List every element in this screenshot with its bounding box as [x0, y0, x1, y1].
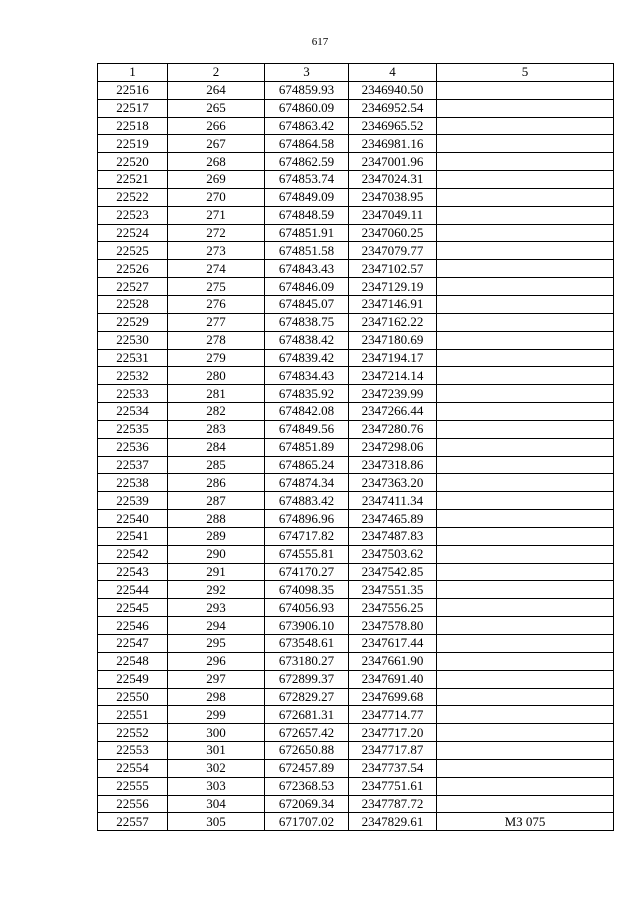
table-cell: 2347699.68	[349, 688, 437, 706]
table-cell	[437, 759, 614, 777]
table-cell: 22546	[98, 617, 168, 635]
table-cell: 22553	[98, 742, 168, 760]
table-row	[98, 153, 614, 171]
table-cell: 2347551.35	[349, 581, 437, 599]
table-cell: 22535	[98, 420, 168, 438]
table-row	[98, 81, 614, 99]
table-cell: 22550	[98, 688, 168, 706]
table-cell: 674834.43	[265, 367, 349, 385]
table-cell: 674851.58	[265, 242, 349, 260]
table-row	[98, 224, 614, 242]
table-cell: 22530	[98, 331, 168, 349]
table-cell: 292	[168, 581, 265, 599]
table-cell: 2347737.54	[349, 759, 437, 777]
table-cell	[437, 617, 614, 635]
table-cell: 264	[168, 81, 265, 99]
table-cell: 22517	[98, 99, 168, 117]
table-cell: 674170.27	[265, 563, 349, 581]
table-cell	[437, 385, 614, 403]
table-cell: 2347194.17	[349, 349, 437, 367]
table-cell: 22543	[98, 563, 168, 581]
table-cell: 2347617.44	[349, 635, 437, 653]
table-cell: 2347024.31	[349, 171, 437, 189]
table-cell: 674883.42	[265, 492, 349, 510]
table-cell: 2347465.89	[349, 510, 437, 528]
table-cell: 281	[168, 385, 265, 403]
table-cell: 22542	[98, 545, 168, 563]
table-cell	[437, 742, 614, 760]
table-cell: 305	[168, 813, 265, 831]
table-cell: 672457.89	[265, 759, 349, 777]
table-cell: 673906.10	[265, 617, 349, 635]
table-cell: 674555.81	[265, 545, 349, 563]
table-cell: 22540	[98, 510, 168, 528]
table-cell	[437, 706, 614, 724]
table-cell	[437, 188, 614, 206]
table-cell	[437, 795, 614, 813]
table-cell: 22521	[98, 171, 168, 189]
table-cell	[437, 81, 614, 99]
table-cell	[437, 260, 614, 278]
table-cell: 674846.09	[265, 278, 349, 296]
table-cell: 22537	[98, 456, 168, 474]
table-cell: 289	[168, 527, 265, 545]
table-row	[98, 795, 614, 813]
table-row	[98, 349, 614, 367]
table-cell: 2347266.44	[349, 403, 437, 421]
table-cell: 267	[168, 135, 265, 153]
table-cell	[437, 527, 614, 545]
table-cell: 674056.93	[265, 599, 349, 617]
table-cell: 286	[168, 474, 265, 492]
table-cell: 674860.09	[265, 99, 349, 117]
table-cell: 22541	[98, 527, 168, 545]
table-cell: 2346952.54	[349, 99, 437, 117]
table-cell: 22516	[98, 81, 168, 99]
table-cell: 2347751.61	[349, 777, 437, 795]
table-cell: 674864.58	[265, 135, 349, 153]
table-cell: 22518	[98, 117, 168, 135]
table-cell: 304	[168, 795, 265, 813]
table-row	[98, 295, 614, 313]
table-cell: 674843.43	[265, 260, 349, 278]
table-cell	[437, 242, 614, 260]
table-cell: 674896.96	[265, 510, 349, 528]
table-cell: 674835.92	[265, 385, 349, 403]
table-cell	[437, 420, 614, 438]
table-cell: 271	[168, 206, 265, 224]
table-cell: 2347146.91	[349, 295, 437, 313]
table-cell: 674862.59	[265, 153, 349, 171]
table-cell: 270	[168, 188, 265, 206]
table-cell: 268	[168, 153, 265, 171]
table-cell: 22557	[98, 813, 168, 831]
table-cell: 2347298.06	[349, 438, 437, 456]
table-cell: 674848.59	[265, 206, 349, 224]
table-cell: 2347180.69	[349, 331, 437, 349]
table-body	[98, 81, 614, 830]
table-cell: 2347714.77	[349, 706, 437, 724]
table-cell: 674838.42	[265, 331, 349, 349]
table-cell: 2347280.76	[349, 420, 437, 438]
table-cell	[437, 635, 614, 653]
table-cell: 22533	[98, 385, 168, 403]
table-cell: 2346981.16	[349, 135, 437, 153]
table-row	[98, 724, 614, 742]
table-cell: 2347038.95	[349, 188, 437, 206]
table-cell: 300	[168, 724, 265, 742]
table-row	[98, 492, 614, 510]
table-cell: 674845.07	[265, 295, 349, 313]
table-cell: 2347787.72	[349, 795, 437, 813]
table-cell: 2347060.25	[349, 224, 437, 242]
table-cell: 22547	[98, 635, 168, 653]
table-row	[98, 759, 614, 777]
table-row	[98, 99, 614, 117]
table-cell: 293	[168, 599, 265, 617]
table-cell: 275	[168, 278, 265, 296]
table-row	[98, 171, 614, 189]
table-cell: 22527	[98, 278, 168, 296]
table-cell	[437, 206, 614, 224]
table-cell: 2347487.83	[349, 527, 437, 545]
table-row	[98, 617, 614, 635]
table-cell: 22551	[98, 706, 168, 724]
table-cell: 2347079.77	[349, 242, 437, 260]
table-cell: 279	[168, 349, 265, 367]
page-number: 617	[311, 36, 329, 48]
table-cell: 674839.42	[265, 349, 349, 367]
table-cell: 265	[168, 99, 265, 117]
table-cell: 274	[168, 260, 265, 278]
table-cell: 674859.93	[265, 81, 349, 99]
table-row	[98, 563, 614, 581]
table-cell: 22526	[98, 260, 168, 278]
table-row	[98, 117, 614, 135]
table-cell: 2347691.40	[349, 670, 437, 688]
table-cell: 22525	[98, 242, 168, 260]
table-cell	[437, 563, 614, 581]
table-cell: 22522	[98, 188, 168, 206]
table-cell: 22519	[98, 135, 168, 153]
table-cell: 22554	[98, 759, 168, 777]
table-cell: 22539	[98, 492, 168, 510]
table-cell: 2347661.90	[349, 652, 437, 670]
table-cell: 269	[168, 171, 265, 189]
table-row	[98, 420, 614, 438]
table-cell: 285	[168, 456, 265, 474]
table-cell: 22556	[98, 795, 168, 813]
table-cell: 2347542.85	[349, 563, 437, 581]
table-cell: 22544	[98, 581, 168, 599]
table-header-row	[98, 64, 614, 82]
table-cell	[437, 99, 614, 117]
table-cell: 282	[168, 403, 265, 421]
table-cell: 22555	[98, 777, 168, 795]
table-cell: 2347556.25	[349, 599, 437, 617]
table-cell: 2347318.86	[349, 456, 437, 474]
table-cell: 22523	[98, 206, 168, 224]
table-cell	[437, 403, 614, 421]
table-cell: 301	[168, 742, 265, 760]
table-cell: 672681.31	[265, 706, 349, 724]
table-cell: 284	[168, 438, 265, 456]
column-header: 2	[168, 64, 265, 82]
table-cell: 288	[168, 510, 265, 528]
table-row	[98, 813, 614, 831]
table-cell: 672657.42	[265, 724, 349, 742]
table-cell: 2347717.20	[349, 724, 437, 742]
table-row	[98, 510, 614, 528]
table-cell	[437, 492, 614, 510]
table-cell: 672829.27	[265, 688, 349, 706]
table-row	[98, 599, 614, 617]
table-cell: 2347363.20	[349, 474, 437, 492]
table-row	[98, 581, 614, 599]
table-cell: 280	[168, 367, 265, 385]
table-row	[98, 474, 614, 492]
table-cell: 22536	[98, 438, 168, 456]
table-cell	[437, 456, 614, 474]
table-cell: 22549	[98, 670, 168, 688]
table-cell: 266	[168, 117, 265, 135]
column-header: 4	[349, 64, 437, 82]
table-cell: МЗ 075	[437, 813, 614, 831]
table-cell: 291	[168, 563, 265, 581]
table-cell: 22538	[98, 474, 168, 492]
table-cell	[437, 545, 614, 563]
table-cell: 2347578.80	[349, 617, 437, 635]
table-cell	[437, 171, 614, 189]
table-cell: 287	[168, 492, 265, 510]
table-cell: 2347049.11	[349, 206, 437, 224]
table-cell: 674863.42	[265, 117, 349, 135]
table-cell	[437, 295, 614, 313]
table-row	[98, 403, 614, 421]
table-cell	[437, 688, 614, 706]
table-cell: 2347162.22	[349, 313, 437, 331]
table-cell: 22548	[98, 652, 168, 670]
table-cell: 22531	[98, 349, 168, 367]
table-row	[98, 688, 614, 706]
table-row	[98, 278, 614, 296]
table-cell	[437, 153, 614, 171]
table-cell: 2347102.57	[349, 260, 437, 278]
table-cell: 674717.82	[265, 527, 349, 545]
table-cell: 303	[168, 777, 265, 795]
table-cell: 671707.02	[265, 813, 349, 831]
table-cell: 302	[168, 759, 265, 777]
table-cell: 674842.08	[265, 403, 349, 421]
table-row	[98, 331, 614, 349]
table-cell: 674865.24	[265, 456, 349, 474]
table-cell: 674851.91	[265, 224, 349, 242]
table-row	[98, 313, 614, 331]
table-cell: 674838.75	[265, 313, 349, 331]
table-cell	[437, 581, 614, 599]
table-cell: 272	[168, 224, 265, 242]
table-cell: 297	[168, 670, 265, 688]
table-cell: 2347717.87	[349, 742, 437, 760]
table-cell	[437, 724, 614, 742]
table-cell: 22552	[98, 724, 168, 742]
table-cell: 2346940.50	[349, 81, 437, 99]
table-cell	[437, 313, 614, 331]
table-cell: 672899.37	[265, 670, 349, 688]
table-cell	[437, 777, 614, 795]
table-cell: 22520	[98, 153, 168, 171]
table-cell: 22529	[98, 313, 168, 331]
table-cell: 673180.27	[265, 652, 349, 670]
table-cell: 22532	[98, 367, 168, 385]
table-cell: 295	[168, 635, 265, 653]
table-cell: 672650.88	[265, 742, 349, 760]
table-cell: 672368.53	[265, 777, 349, 795]
table-cell: 299	[168, 706, 265, 724]
table-row	[98, 545, 614, 563]
table-cell	[437, 135, 614, 153]
table-cell: 2347239.99	[349, 385, 437, 403]
table-row	[98, 206, 614, 224]
table-cell: 283	[168, 420, 265, 438]
table-cell	[437, 278, 614, 296]
table-cell	[437, 510, 614, 528]
table-cell: 674098.35	[265, 581, 349, 599]
table-row	[98, 438, 614, 456]
table-cell: 2347129.19	[349, 278, 437, 296]
table-cell	[437, 331, 614, 349]
table-cell: 278	[168, 331, 265, 349]
coordinates-table	[97, 63, 614, 831]
table-row	[98, 385, 614, 403]
table-cell: 290	[168, 545, 265, 563]
table-row	[98, 242, 614, 260]
table-cell: 2347411.34	[349, 492, 437, 510]
table-cell	[437, 670, 614, 688]
table-row	[98, 188, 614, 206]
table-cell	[437, 438, 614, 456]
table-cell: 277	[168, 313, 265, 331]
table-row	[98, 367, 614, 385]
table-cell: 294	[168, 617, 265, 635]
table-cell	[437, 652, 614, 670]
table-row	[98, 456, 614, 474]
table-cell: 2347214.14	[349, 367, 437, 385]
table-cell: 2346965.52	[349, 117, 437, 135]
table-cell: 674849.09	[265, 188, 349, 206]
table-cell: 276	[168, 295, 265, 313]
table-cell	[437, 474, 614, 492]
table-cell	[437, 224, 614, 242]
table-cell: 22524	[98, 224, 168, 242]
table-cell: 2347829.61	[349, 813, 437, 831]
table-row	[98, 635, 614, 653]
table-cell: 672069.34	[265, 795, 349, 813]
table-row	[98, 670, 614, 688]
table-cell: 298	[168, 688, 265, 706]
table-row	[98, 742, 614, 760]
table-cell: 673548.61	[265, 635, 349, 653]
column-header: 1	[98, 64, 168, 82]
table-cell: 2347503.62	[349, 545, 437, 563]
table-row	[98, 706, 614, 724]
table-cell: 273	[168, 242, 265, 260]
column-header: 5	[437, 64, 614, 82]
table-cell	[437, 117, 614, 135]
table-cell	[437, 367, 614, 385]
table-row	[98, 652, 614, 670]
table-cell: 674849.56	[265, 420, 349, 438]
table-cell: 22534	[98, 403, 168, 421]
table-cell	[437, 349, 614, 367]
table-row	[98, 527, 614, 545]
table-row	[98, 135, 614, 153]
table-cell: 2347001.96	[349, 153, 437, 171]
table-row	[98, 260, 614, 278]
table-cell: 674851.89	[265, 438, 349, 456]
table-row	[98, 777, 614, 795]
table-cell: 22545	[98, 599, 168, 617]
table-cell: 296	[168, 652, 265, 670]
table-cell	[437, 599, 614, 617]
column-header: 3	[265, 64, 349, 82]
table-cell: 22528	[98, 295, 168, 313]
table-cell: 674874.34	[265, 474, 349, 492]
table-cell: 674853.74	[265, 171, 349, 189]
